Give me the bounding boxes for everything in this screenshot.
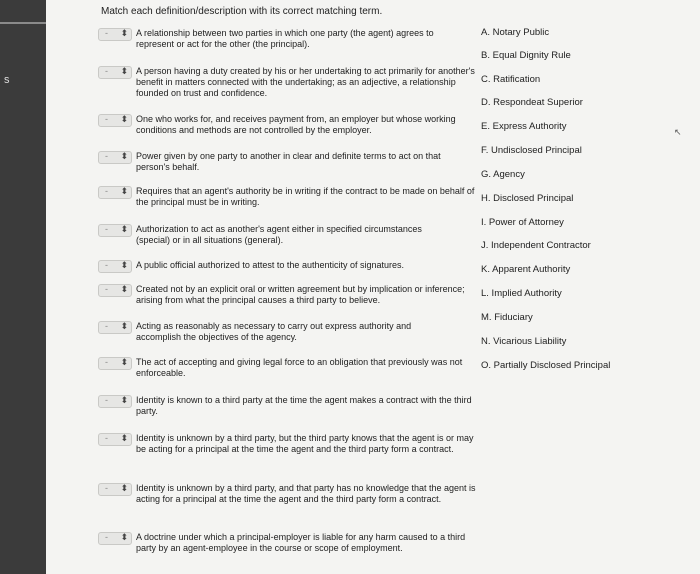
option-l: L. Implied Authority — [481, 288, 562, 299]
option-i: I. Power of Attorney — [481, 217, 564, 228]
definition-13: Identity is unknown by a third party, and that party has no knowledge that the agent is acting for a principal at the time the agent and the third party form a contract. — [136, 483, 476, 504]
sidebar-divider — [0, 22, 46, 24]
match-row-10 — [98, 357, 488, 379]
definition-14: A doctrine under which a principal-employer is liable for any harm caused to a third party by an agent-employee in the course or scope of employment. — [136, 532, 466, 553]
option-g: G. Agency — [481, 169, 525, 180]
option-o: O. Partially Disclosed Principal — [481, 360, 611, 371]
definition-10: The act of accepting and giving legal force to an obligation that previously was not enforceable. — [136, 357, 463, 378]
select-arrows-icon: ⬍ — [120, 532, 128, 542]
definition-2: A person having a duty created by his or her undertaking to act primarily for another's benefit in matters connected with the undertaking; as an adjective, a relationship founded on trust and confidence. — [136, 66, 475, 98]
sidebar-letter: s — [4, 74, 10, 86]
definition-9: Acting as reasonably as necessary to carry out express authority and accomplish the objectives of the agency. — [136, 321, 412, 342]
answer-select-8[interactable]: - ⬍ — [98, 284, 132, 297]
match-row-1 — [98, 28, 488, 50]
match-row-3 — [98, 114, 488, 136]
match-row-12 — [98, 433, 488, 455]
answer-select-9[interactable]: - ⬍ — [98, 321, 132, 334]
match-row-2 — [98, 66, 488, 99]
select-arrows-icon: ⬍ — [120, 66, 128, 76]
match-row-8 — [98, 284, 488, 306]
select-arrows-icon: ⬍ — [120, 284, 128, 294]
option-n: N. Vicarious Liability — [481, 336, 567, 347]
option-a: A. Notary Public — [481, 27, 550, 38]
option-m: M. Fiduciary — [481, 312, 533, 323]
option-h: H. Disclosed Principal — [481, 193, 574, 204]
left-sidebar-strip — [0, 0, 46, 574]
definition-6: Authorization to act as another's agent either in specified circumstances (special) or in all situations (general). — [136, 224, 422, 245]
definition-1: A relationship between two parties in which one party (the agent) agrees to represent or act for the other (the principal). — [136, 28, 434, 49]
answer-select-1[interactable]: - ⬍ — [98, 28, 132, 41]
match-row-4 — [98, 151, 488, 173]
question-title: Match each definition/description with its correct matching term. — [101, 6, 383, 17]
answer-select-5[interactable]: - ⬍ — [98, 186, 132, 199]
definition-11: Identity is known to a third party at the time the agent makes a contract with the third party. — [136, 395, 472, 416]
select-arrows-icon: ⬍ — [120, 357, 128, 367]
definition-4: Power given by one party to another in clear and definite terms to act on that person's behalf. — [136, 151, 441, 172]
answer-select-12[interactable]: - ⬍ — [98, 433, 132, 446]
answer-select-3[interactable]: - ⬍ — [98, 114, 132, 127]
match-row-9 — [98, 321, 488, 343]
mouse-cursor-icon: ↖ — [674, 127, 682, 137]
definition-3: One who works for, and receives payment from, an employer but whose working conditions and methods are not controlled by the employer. — [136, 114, 456, 135]
match-row-6 — [98, 224, 488, 246]
option-b: B. Equal Dignity Rule — [481, 50, 571, 61]
select-arrows-icon: ⬍ — [120, 260, 128, 270]
match-row-5 — [98, 186, 488, 208]
match-row-13 — [98, 483, 488, 505]
definition-12: Identity is unknown by a third party, but the third party knows that the agent is or may be acting for a principal at the time the agent and the third party form a contract. — [136, 433, 474, 454]
answer-select-6[interactable]: - ⬍ — [98, 224, 132, 237]
definition-5: Requires that an agent's authority be in writing if the contract to be made on behalf of the principal must be in writing. — [136, 186, 475, 207]
option-d: D. Respondeat Superior — [481, 97, 583, 108]
answer-select-14[interactable]: - ⬍ — [98, 532, 132, 545]
answer-select-4[interactable]: - ⬍ — [98, 151, 132, 164]
option-f: F. Undisclosed Principal — [481, 145, 582, 156]
option-k: K. Apparent Authority — [481, 264, 571, 275]
answer-select-13[interactable]: - ⬍ — [98, 483, 132, 496]
match-row-14 — [98, 532, 488, 554]
select-arrows-icon: ⬍ — [120, 186, 128, 196]
select-arrows-icon: ⬍ — [120, 151, 128, 161]
option-c: C. Ratification — [481, 74, 541, 85]
answer-select-11[interactable]: - ⬍ — [98, 395, 132, 408]
select-arrows-icon: ⬍ — [120, 321, 128, 331]
option-j: J. Independent Contractor — [481, 240, 591, 251]
select-arrows-icon: ⬍ — [120, 28, 128, 38]
option-e: E. Express Authority — [481, 121, 567, 132]
select-arrows-icon: ⬍ — [120, 483, 128, 493]
answer-select-2[interactable]: - ⬍ — [98, 66, 132, 79]
select-arrows-icon: ⬍ — [120, 224, 128, 234]
select-arrows-icon: ⬍ — [120, 114, 128, 124]
match-row-11 — [98, 395, 488, 417]
answer-select-10[interactable]: - ⬍ — [98, 357, 132, 370]
match-row-7 — [98, 260, 488, 273]
select-arrows-icon: ⬍ — [120, 433, 128, 443]
definition-7: A public official authorized to attest to the authenticity of signatures. — [136, 260, 404, 270]
answer-select-7[interactable]: - ⬍ — [98, 260, 132, 273]
select-arrows-icon: ⬍ — [120, 395, 128, 405]
definition-8: Created not by an explicit oral or written agreement but by implication or inference; arising from what the principal causes a third party to believe. — [136, 284, 465, 305]
